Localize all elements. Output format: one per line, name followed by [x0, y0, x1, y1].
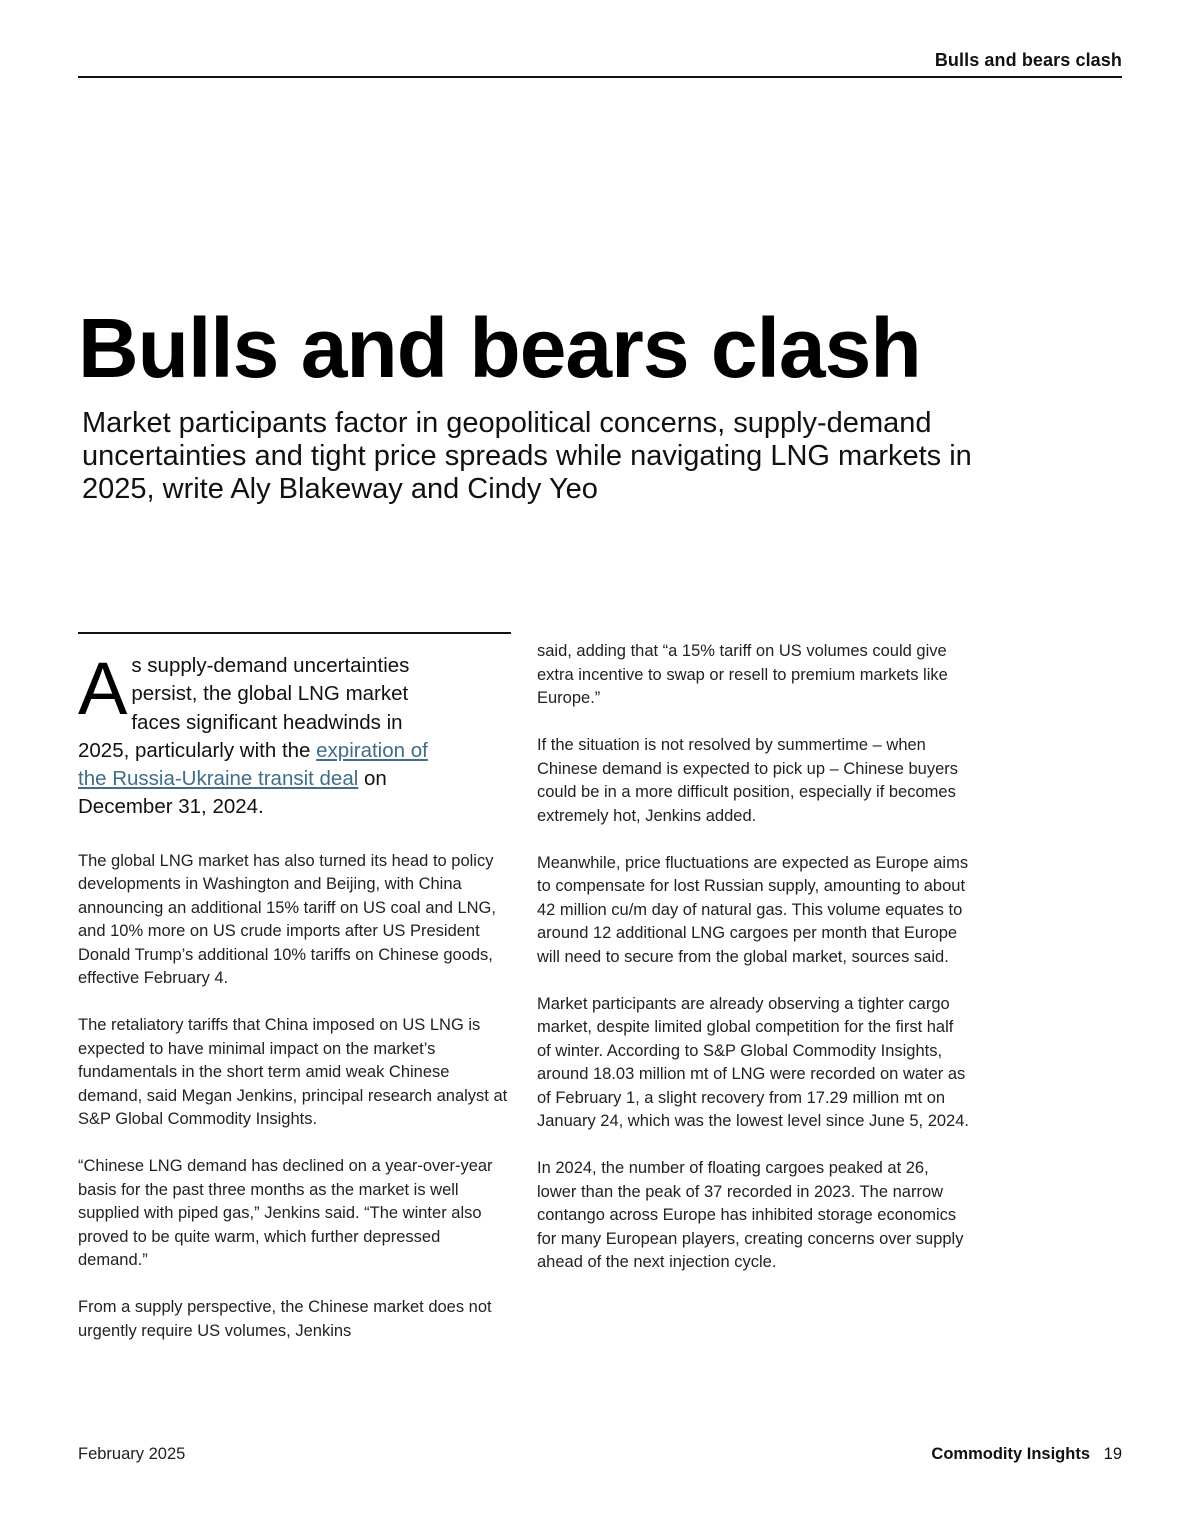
article-title: Bulls and bears clash	[78, 301, 921, 395]
body-paragraph: “Chinese LNG demand has declined on a year-over-year basis for the past three months as the market is well supplied with piped gas,” Jenkins said. “The winter also proved to be quite warm, which further depressed demand.”	[78, 1157, 493, 1270]
body-paragraph: In 2024, the number of floating cargoes peaked at 26, lower than the peak of 37 recorded in 2023. The narrow contango across Europe has inhibited storage economics for many European players, creating concerns over supply ahead of the next injection cycle.	[537, 1159, 964, 1271]
lede-text-start: s supply-demand uncertainties persist, the global LNG market faces significant headwinds in 2025, particularly with the	[78, 654, 410, 762]
body-paragraph: said, adding that “a 15% tariff on US volumes could give extra incentive to swap or resell to premium markets like Europe.”	[537, 642, 948, 707]
body-paragraph: Meanwhile, price fluctuations are expected as Europe aims to compensate for lost Russian supply, amounting to about 42 million cu/m day of natural gas. This volume equates to around 12 additional LNG cargoes per month that Europe will need to secure from the global market, sources said.	[537, 853, 969, 966]
lede-text-end: on December 31, 2024.	[78, 767, 387, 819]
right-column	[537, 640, 969, 1298]
column-divider	[78, 632, 511, 634]
body-paragraph: Market participants are already observing a tighter cargo market, despite limited global competition for the first half of winter. According to S&P Global Commodity Insights, around 18.03 million mt of LNG were recorded on water as of February 1, a slight recovery from 17.29 million mt on January 24, which was the lowest level since June 5, 2024.	[537, 994, 969, 1130]
body-paragraph: The global LNG market has also turned its head to policy developments in Washington and Beijing, with China announcing an additional 15% tariff on US coal and LNG, and 10% more on US crude imports after US President Donald Trump’s additional 10% tariffs on Chinese goods, effective February 4.	[78, 851, 496, 988]
transit-deal-link[interactable]: expiration of the Russia-Ukraine transit deal	[78, 738, 428, 791]
running-header-title: Bulls and bears clash	[934, 50, 1122, 70]
body-paragraph: From a supply perspective, the Chinese market does not urgently require US volumes, Jenkins	[78, 1298, 492, 1340]
lede-paragraph	[78, 647, 458, 822]
body-paragraph: The retaliatory tariffs that China imposed on US LNG is expected to have minimal impact on the market’s fundamentals in the short term amid weak Chinese demand, said Megan Jenkins, principal research analyst at S&P Global Commodity Insights.	[78, 1016, 508, 1129]
drop-cap: A	[78, 647, 128, 730]
header-divider	[78, 76, 1122, 78]
body-paragraph: If the situation is not resolved by summertime – when Chinese demand is expected to pick up – Chinese buyers could be in a more difficult position, especially if becomes extremely hot, Jenkins added.	[537, 736, 958, 825]
footer-date: February 2025	[78, 1445, 186, 1463]
footer-publication: Commodity Insights	[931, 1445, 1090, 1463]
article-standfirst: Market participants factor in geopolitical concerns, supply-demand uncertainties and tight price spreads while navigating LNG markets in 2025, write Aly Blakeway and Cindy Yeo	[82, 407, 972, 505]
page-number: 19	[1103, 1445, 1122, 1463]
left-column	[78, 647, 510, 1367]
